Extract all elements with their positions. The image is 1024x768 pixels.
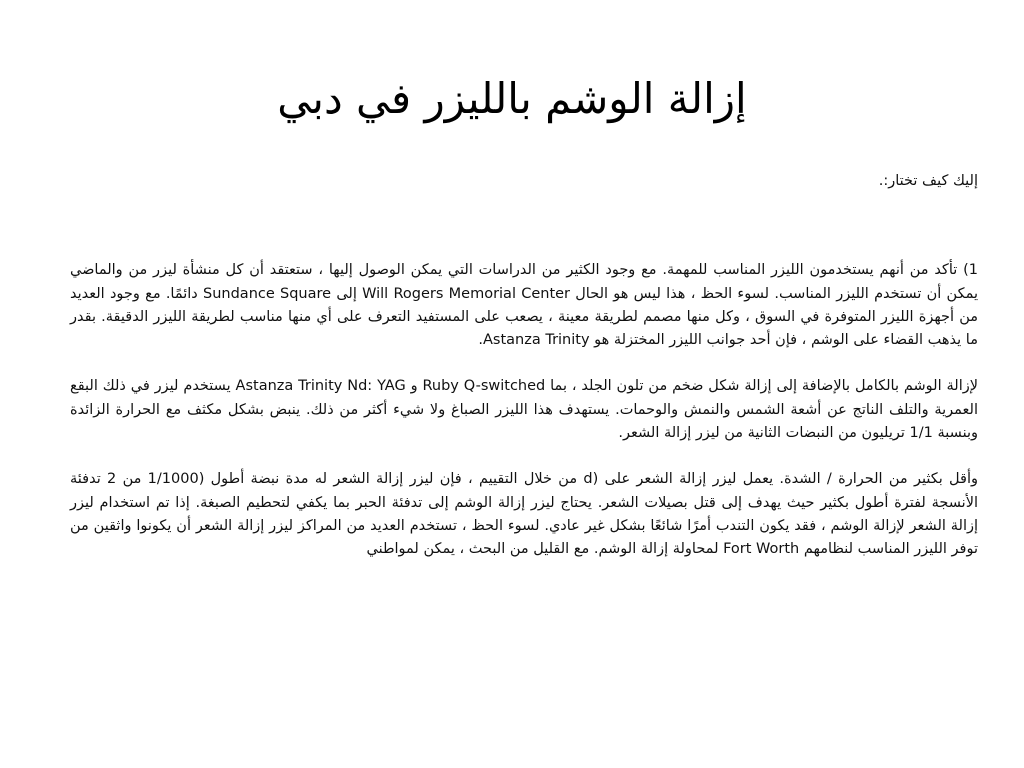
slide-title: إزالة الوشم بالليزر في دبي [277,74,747,123]
paragraph-1: 1) تأكد من أنهم يستخدمون الليزر المناسب للمهمة. مع وجود الكثير من الدراسات التي يمكن الوصول إليها ، ستعتقد أن كل منشأة ليزر من والماضي يمكن أن تستخدم الليزر المناسب. لسوء الحظ ، هذا ليس هو الحال Will Rogers Memorial Center إلى Sundance Square دائمًا. مع وجود العديد من أجهزة الليزر المتوفرة في السوق ، وكل منها مصمم لطريقة معينة ، يصعب على المستفيد التعرف على أي منها مناسب لطريقة الليزر الدقيقة. بقدر ما يذهب القضاء على الوشم ، فإن أحد جوانب الليزر المختزلة هو Astanza Trinity. [70,262,978,349]
paragraph-3: وأقل بكثير من الحرارة / الشدة. يعمل ليزر إزالة الشعر على (d من خلال التقييم ، فإن ليزر إزالة الشعر له مدة نبضة أطول (1/1000 من 2 تدفئة الأنسجة لفترة أطول بكثير حيث يهدف إلى قتل بصيلات الشعر. يحتاج ليزر إزالة الوشم إلى تدفئة الحبر بما يكفي لتحطيم الصبغة. إذا تم استخدام ليزر إزالة الشعر لإزالة الوشم ، فقد يكون التندب أمرًا شائعًا بشكل غير عادي. لسوء الحظ ، تستخدم العديد من المراكز ليزر إزالة الشعر أن يكونوا واثقين من توفر الليزر المناسب لنظامهم Fort Worth لمحاولة إزالة الوشم. مع القليل من البحث ، يمكن لمواطني [70,471,978,558]
slide-body [70,170,978,618]
paragraph-2: لإزالة الوشم بالكامل بالإضافة إلى إزالة شكل ضخم من تلون الجلد ، بما Ruby Q-switched و Astanza Trinity Nd: YAG يستخدم ليزر في ذلك البقع العمرية والتلف الناتج عن أشعة الشمس والنمش والوحمات. يستهدف هذا الليزر الصباغ ولا شيء أكثر من ذلك. ينبض بشكل مكثف مع الحرارة الزائدة وبنسبة 1/1 تريليون من النبضات الثانية من ليزر إزالة الشعر. [70,378,978,442]
intro-line: إليك كيف تختار:. [878,173,978,189]
